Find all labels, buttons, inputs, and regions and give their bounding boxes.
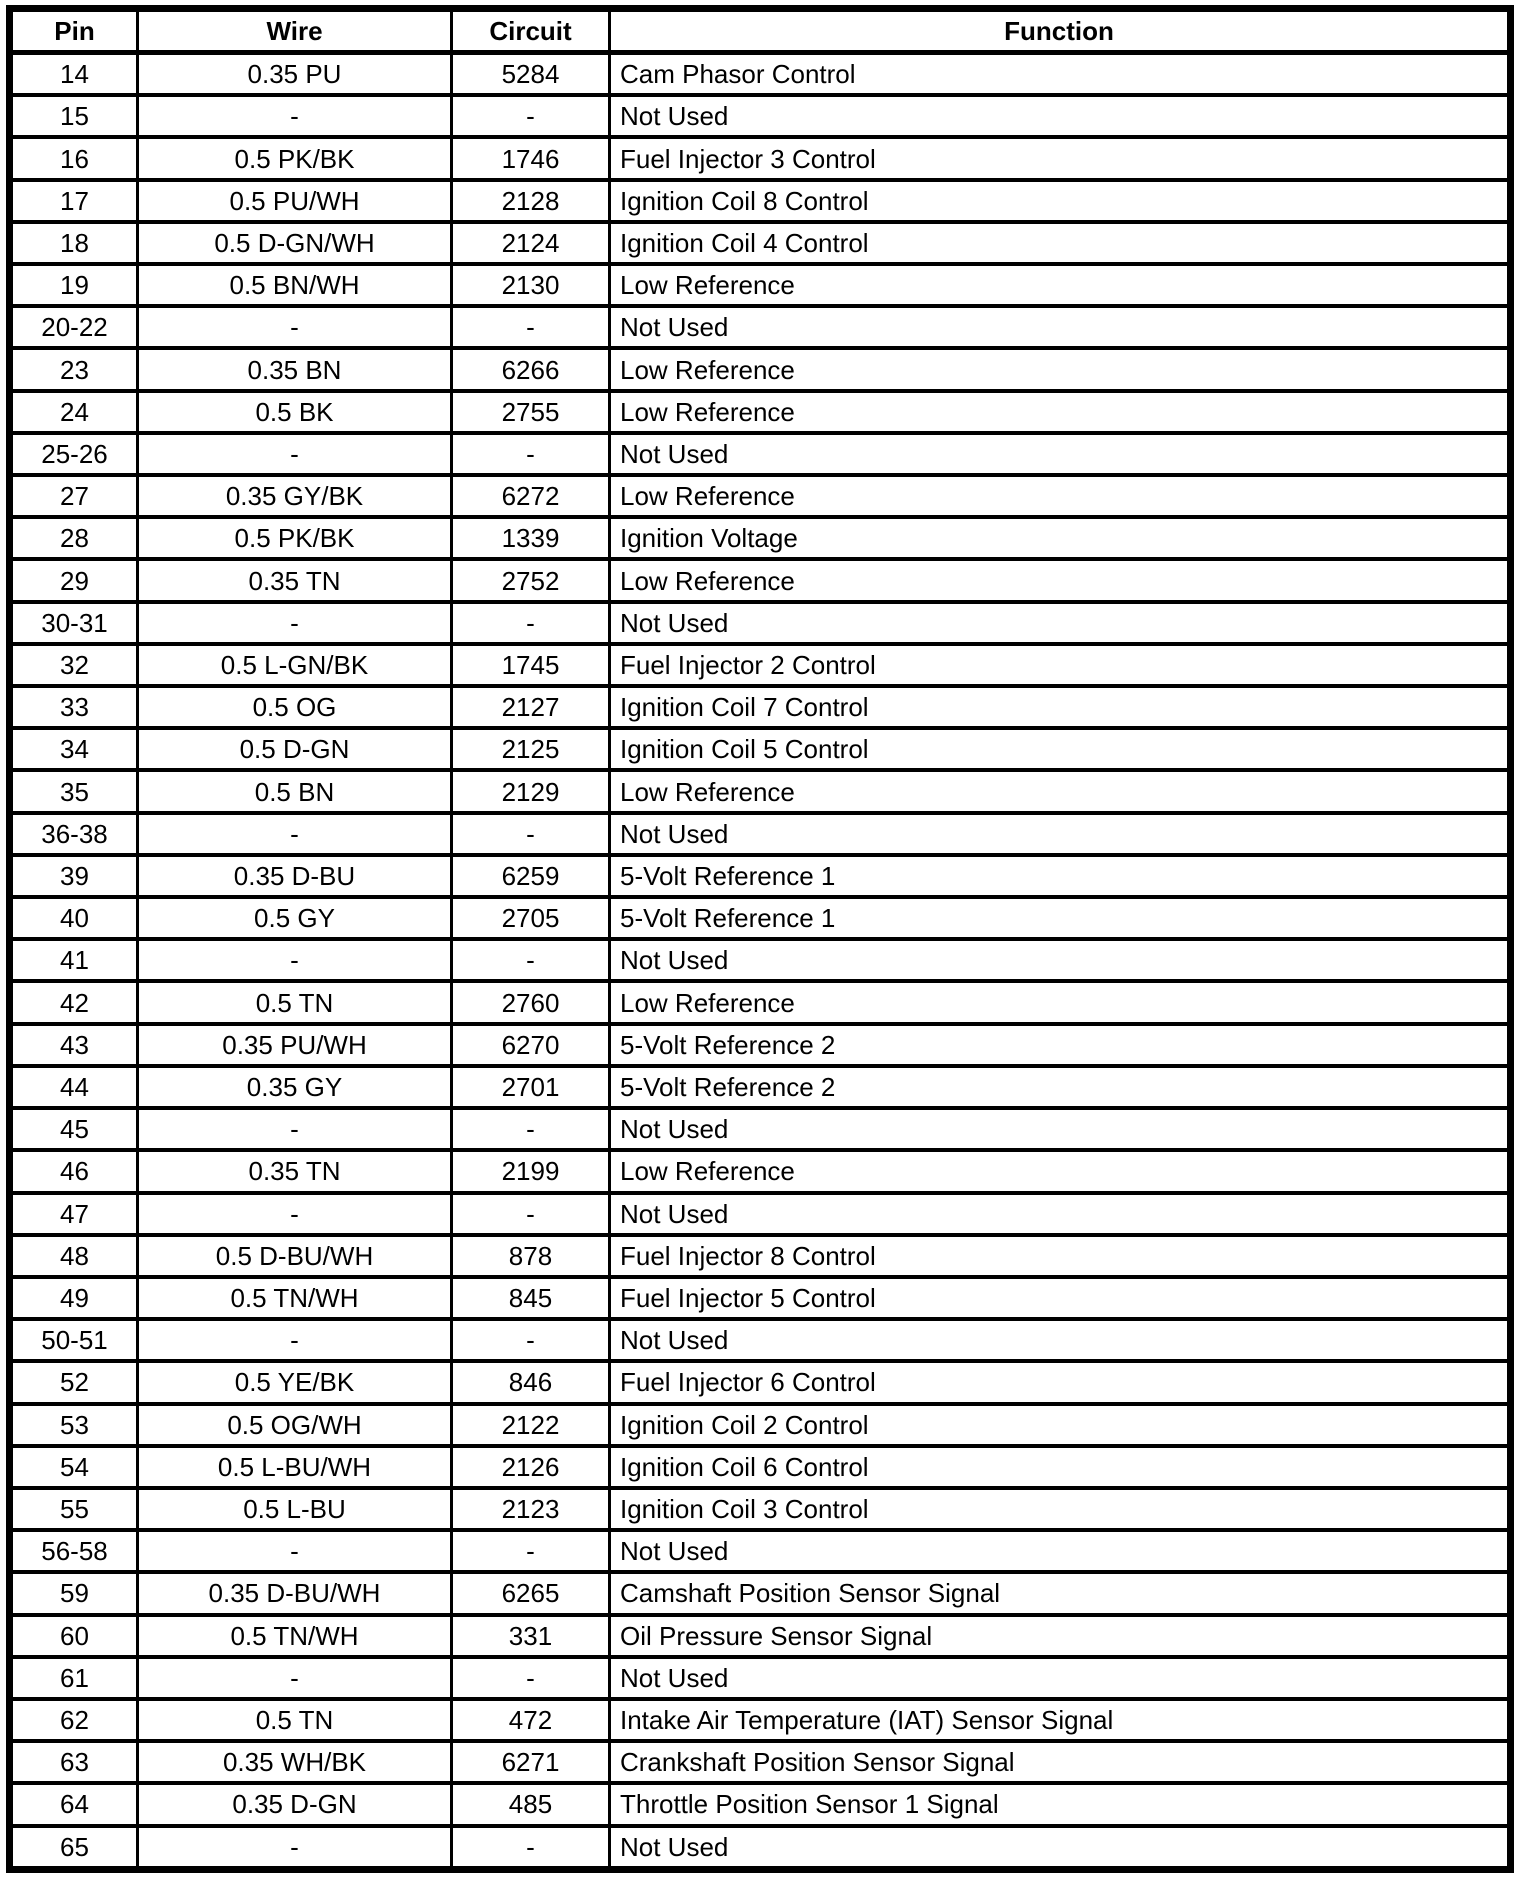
function-cell: Fuel Injector 6 Control: [610, 1361, 1511, 1403]
wire-cell: 0.35 PU: [138, 53, 452, 96]
wire-cell: 0.5 TN/WH: [138, 1277, 452, 1319]
function-cell: Not Used: [610, 1319, 1511, 1361]
function-cell: 5-Volt Reference 2: [610, 1024, 1511, 1066]
wire-cell: 0.5 BN/WH: [138, 264, 452, 306]
circuit-cell: 6270: [452, 1024, 610, 1066]
pin-cell: 53: [10, 1404, 138, 1446]
wire-cell: 0.5 TN: [138, 1699, 452, 1741]
wire-cell: 0.5 D-BU/WH: [138, 1235, 452, 1277]
table-row: [10, 644, 1511, 686]
pin-cell: 43: [10, 1024, 138, 1066]
function-cell: Ignition Coil 5 Control: [610, 728, 1511, 770]
table-row: [10, 137, 1511, 179]
function-cell: 5-Volt Reference 1: [610, 897, 1511, 939]
function-cell: Low Reference: [610, 264, 1511, 306]
function-cell: Low Reference: [610, 770, 1511, 812]
table-row: [10, 1615, 1511, 1657]
function-cell: Fuel Injector 3 Control: [610, 137, 1511, 179]
pin-cell: 30-31: [10, 602, 138, 644]
table-row: [10, 728, 1511, 770]
column-header-wire: Wire: [138, 9, 452, 53]
wire-cell: 0.35 GY: [138, 1066, 452, 1108]
function-cell: Fuel Injector 8 Control: [610, 1235, 1511, 1277]
column-header-circuit: Circuit: [452, 9, 610, 53]
function-cell: Low Reference: [610, 981, 1511, 1023]
table-row: [10, 1108, 1511, 1150]
wire-cell: 0.5 D-GN/WH: [138, 222, 452, 264]
wire-cell: -: [138, 602, 452, 644]
function-cell: Not Used: [610, 1826, 1511, 1870]
pin-cell: 18: [10, 222, 138, 264]
circuit-cell: -: [452, 95, 610, 137]
circuit-cell: 6266: [452, 348, 610, 390]
circuit-cell: 878: [452, 1235, 610, 1277]
function-cell: Oil Pressure Sensor Signal: [610, 1615, 1511, 1657]
function-cell: Not Used: [610, 1193, 1511, 1235]
pin-cell: 60: [10, 1615, 138, 1657]
wire-cell: -: [138, 306, 452, 348]
pin-cell: 54: [10, 1446, 138, 1488]
wire-cell: 0.35 D-GN: [138, 1783, 452, 1825]
circuit-cell: -: [452, 813, 610, 855]
circuit-cell: 2705: [452, 897, 610, 939]
table-row: [10, 1066, 1511, 1108]
pin-cell: 59: [10, 1572, 138, 1614]
wire-cell: 0.35 D-BU/WH: [138, 1572, 452, 1614]
table-row: [10, 1235, 1511, 1277]
wire-cell: -: [138, 939, 452, 981]
circuit-cell: 2128: [452, 180, 610, 222]
function-cell: Ignition Coil 8 Control: [610, 180, 1511, 222]
circuit-cell: 6259: [452, 855, 610, 897]
function-cell: Low Reference: [610, 391, 1511, 433]
pin-cell: 47: [10, 1193, 138, 1235]
pin-cell: 36-38: [10, 813, 138, 855]
wire-cell: 0.35 TN: [138, 559, 452, 601]
circuit-cell: -: [452, 1193, 610, 1235]
circuit-cell: -: [452, 1530, 610, 1572]
table-row: [10, 391, 1511, 433]
table-row: [10, 602, 1511, 644]
table-row: [10, 222, 1511, 264]
function-cell: Ignition Voltage: [610, 517, 1511, 559]
column-header-function: Function: [610, 9, 1511, 53]
circuit-cell: 2701: [452, 1066, 610, 1108]
circuit-cell: -: [452, 1657, 610, 1699]
circuit-cell: 5284: [452, 53, 610, 96]
wire-cell: 0.5 OG: [138, 686, 452, 728]
wire-cell: 0.35 TN: [138, 1150, 452, 1192]
table-row: [10, 1361, 1511, 1403]
pin-cell: 14: [10, 53, 138, 96]
table-row: [10, 1530, 1511, 1572]
function-cell: Not Used: [610, 306, 1511, 348]
circuit-cell: -: [452, 939, 610, 981]
wire-cell: -: [138, 1319, 452, 1361]
table-row: [10, 1741, 1511, 1783]
wire-cell: 0.5 PK/BK: [138, 137, 452, 179]
pin-cell: 65: [10, 1826, 138, 1870]
pin-cell: 16: [10, 137, 138, 179]
function-cell: Not Used: [610, 939, 1511, 981]
pin-cell: 29: [10, 559, 138, 601]
connector-pinout-table: [6, 5, 1514, 1873]
table-row: [10, 1657, 1511, 1699]
wire-cell: -: [138, 1826, 452, 1870]
table-row: [10, 1404, 1511, 1446]
pin-cell: 23: [10, 348, 138, 390]
pin-cell: 28: [10, 517, 138, 559]
wire-cell: 0.5 TN: [138, 981, 452, 1023]
table-row: [10, 813, 1511, 855]
pin-cell: 50-51: [10, 1319, 138, 1361]
circuit-cell: 2199: [452, 1150, 610, 1192]
pin-cell: 63: [10, 1741, 138, 1783]
function-cell: Ignition Coil 6 Control: [610, 1446, 1511, 1488]
column-header-pin: Pin: [10, 9, 138, 53]
table-body: [10, 53, 1511, 1870]
table-header-row: [10, 9, 1511, 53]
table-row: [10, 855, 1511, 897]
wire-cell: 0.5 PK/BK: [138, 517, 452, 559]
circuit-cell: 472: [452, 1699, 610, 1741]
function-cell: Not Used: [610, 433, 1511, 475]
table-row: [10, 433, 1511, 475]
function-cell: Low Reference: [610, 475, 1511, 517]
circuit-cell: -: [452, 1108, 610, 1150]
circuit-cell: 331: [452, 1615, 610, 1657]
pin-cell: 33: [10, 686, 138, 728]
circuit-cell: 2123: [452, 1488, 610, 1530]
pin-cell: 55: [10, 1488, 138, 1530]
table-row: [10, 1826, 1511, 1870]
wire-cell: 0.5 BN: [138, 770, 452, 812]
circuit-cell: 1746: [452, 137, 610, 179]
table-row: [10, 1446, 1511, 1488]
function-cell: Crankshaft Position Sensor Signal: [610, 1741, 1511, 1783]
circuit-cell: 485: [452, 1783, 610, 1825]
table-row: [10, 1572, 1511, 1614]
pin-cell: 27: [10, 475, 138, 517]
wire-cell: 0.35 BN: [138, 348, 452, 390]
wire-cell: 0.5 YE/BK: [138, 1361, 452, 1403]
function-cell: 5-Volt Reference 1: [610, 855, 1511, 897]
table-row: [10, 1193, 1511, 1235]
table-row: [10, 1024, 1511, 1066]
pin-cell: 24: [10, 391, 138, 433]
table-row: [10, 1277, 1511, 1319]
table-row: [10, 1488, 1511, 1530]
function-cell: Not Used: [610, 602, 1511, 644]
table-row: [10, 897, 1511, 939]
function-cell: Not Used: [610, 95, 1511, 137]
pin-cell: 19: [10, 264, 138, 306]
table-row: [10, 1319, 1511, 1361]
table-row: [10, 180, 1511, 222]
circuit-cell: 2129: [452, 770, 610, 812]
circuit-cell: -: [452, 602, 610, 644]
pin-cell: 61: [10, 1657, 138, 1699]
function-cell: Fuel Injector 5 Control: [610, 1277, 1511, 1319]
wire-cell: -: [138, 1193, 452, 1235]
function-cell: Not Used: [610, 1108, 1511, 1150]
table-row: [10, 770, 1511, 812]
circuit-cell: -: [452, 1826, 610, 1870]
wire-cell: 0.35 WH/BK: [138, 1741, 452, 1783]
table-row: [10, 306, 1511, 348]
circuit-cell: 2125: [452, 728, 610, 770]
circuit-cell: 6271: [452, 1741, 610, 1783]
wire-cell: 0.5 L-BU: [138, 1488, 452, 1530]
function-cell: 5-Volt Reference 2: [610, 1066, 1511, 1108]
circuit-cell: -: [452, 306, 610, 348]
table-row: [10, 981, 1511, 1023]
function-cell: Ignition Coil 4 Control: [610, 222, 1511, 264]
pin-cell: 64: [10, 1783, 138, 1825]
function-cell: Ignition Coil 3 Control: [610, 1488, 1511, 1530]
function-cell: Low Reference: [610, 348, 1511, 390]
table-row: [10, 1150, 1511, 1192]
circuit-cell: 6265: [452, 1572, 610, 1614]
wire-cell: -: [138, 1657, 452, 1699]
circuit-cell: 846: [452, 1361, 610, 1403]
wire-cell: -: [138, 1530, 452, 1572]
circuit-cell: -: [452, 1319, 610, 1361]
pin-cell: 41: [10, 939, 138, 981]
function-cell: Ignition Coil 7 Control: [610, 686, 1511, 728]
pin-cell: 32: [10, 644, 138, 686]
function-cell: Throttle Position Sensor 1 Signal: [610, 1783, 1511, 1825]
pin-cell: 40: [10, 897, 138, 939]
function-cell: Low Reference: [610, 1150, 1511, 1192]
function-cell: Cam Phasor Control: [610, 53, 1511, 96]
circuit-cell: 2127: [452, 686, 610, 728]
pin-cell: 25-26: [10, 433, 138, 475]
pin-cell: 35: [10, 770, 138, 812]
pin-cell: 48: [10, 1235, 138, 1277]
circuit-cell: 2126: [452, 1446, 610, 1488]
wire-cell: 0.5 GY: [138, 897, 452, 939]
table-row: [10, 1783, 1511, 1825]
wire-cell: 0.5 TN/WH: [138, 1615, 452, 1657]
function-cell: Low Reference: [610, 559, 1511, 601]
wire-cell: 0.35 D-BU: [138, 855, 452, 897]
pin-cell: 44: [10, 1066, 138, 1108]
circuit-cell: -: [452, 433, 610, 475]
pin-cell: 52: [10, 1361, 138, 1403]
table-row: [10, 559, 1511, 601]
function-cell: Not Used: [610, 813, 1511, 855]
circuit-cell: 2760: [452, 981, 610, 1023]
pin-cell: 49: [10, 1277, 138, 1319]
wire-cell: 0.5 OG/WH: [138, 1404, 452, 1446]
function-cell: Fuel Injector 2 Control: [610, 644, 1511, 686]
pin-cell: 20-22: [10, 306, 138, 348]
function-cell: Not Used: [610, 1657, 1511, 1699]
pin-cell: 39: [10, 855, 138, 897]
function-cell: Camshaft Position Sensor Signal: [610, 1572, 1511, 1614]
pin-cell: 45: [10, 1108, 138, 1150]
pin-cell: 62: [10, 1699, 138, 1741]
table-row: [10, 517, 1511, 559]
function-cell: Intake Air Temperature (IAT) Sensor Signal: [610, 1699, 1511, 1741]
table-row: [10, 348, 1511, 390]
pin-cell: 46: [10, 1150, 138, 1192]
function-cell: Not Used: [610, 1530, 1511, 1572]
table-row: [10, 939, 1511, 981]
table-row: [10, 264, 1511, 306]
pin-cell: 56-58: [10, 1530, 138, 1572]
circuit-cell: 2752: [452, 559, 610, 601]
wire-cell: 0.35 PU/WH: [138, 1024, 452, 1066]
circuit-cell: 1745: [452, 644, 610, 686]
wire-cell: -: [138, 95, 452, 137]
pin-cell: 34: [10, 728, 138, 770]
circuit-cell: 2122: [452, 1404, 610, 1446]
table-row: [10, 475, 1511, 517]
wire-cell: -: [138, 1108, 452, 1150]
circuit-cell: 845: [452, 1277, 610, 1319]
pin-cell: 17: [10, 180, 138, 222]
circuit-cell: 2755: [452, 391, 610, 433]
wire-cell: 0.5 L-BU/WH: [138, 1446, 452, 1488]
wire-cell: -: [138, 813, 452, 855]
wire-cell: 0.35 GY/BK: [138, 475, 452, 517]
pin-cell: 42: [10, 981, 138, 1023]
function-cell: Ignition Coil 2 Control: [610, 1404, 1511, 1446]
circuit-cell: 1339: [452, 517, 610, 559]
circuit-cell: 2124: [452, 222, 610, 264]
table-row: [10, 1699, 1511, 1741]
wire-cell: 0.5 L-GN/BK: [138, 644, 452, 686]
wire-cell: 0.5 BK: [138, 391, 452, 433]
table-row: [10, 53, 1511, 96]
wire-cell: 0.5 PU/WH: [138, 180, 452, 222]
table-row: [10, 95, 1511, 137]
pin-cell: 15: [10, 95, 138, 137]
circuit-cell: 6272: [452, 475, 610, 517]
wire-cell: -: [138, 433, 452, 475]
circuit-cell: 2130: [452, 264, 610, 306]
wire-cell: 0.5 D-GN: [138, 728, 452, 770]
table-row: [10, 686, 1511, 728]
